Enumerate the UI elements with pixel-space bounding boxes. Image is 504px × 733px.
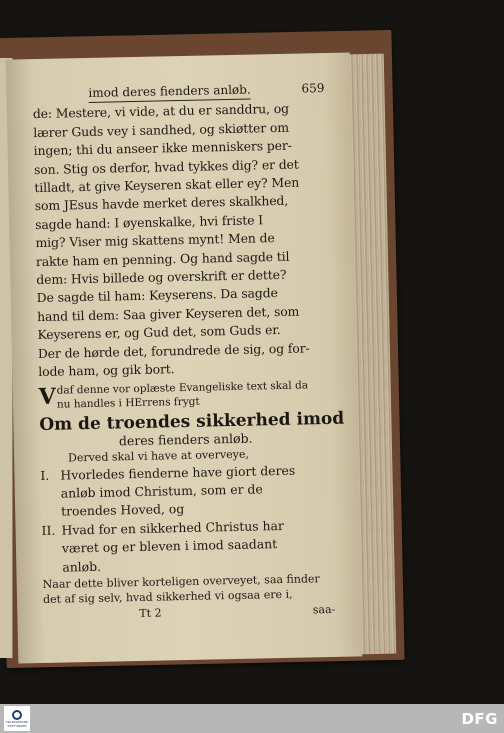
closing-line: det af sig selv, hvad sikkerhed vi ogsaa ere i,: [42, 587, 293, 606]
catchword: saa-: [312, 602, 336, 617]
item-line: troendes Hoved, og: [61, 501, 185, 519]
section-heading: Om de troendes sikkerhed imod: [39, 408, 345, 435]
drop-capital: V: [38, 383, 57, 410]
list-item: [40, 460, 333, 521]
viewer-footer-bar: [0, 704, 504, 733]
item-number: II.: [41, 522, 56, 538]
body-line: de: Mestere, vi vide, at du er sanddru, og: [32, 101, 290, 122]
signature-mark: Tt 2: [139, 606, 162, 620]
library-logo-icon[interactable]: [4, 706, 30, 731]
book-page: [6, 52, 363, 663]
body-line: sagde hand: I øyenskalke, hvi friste I: [35, 212, 264, 232]
intro-line: Derved skal vi have at overveye,: [67, 447, 250, 464]
body-line: rakte ham en penning. Og hand sagde til: [35, 248, 290, 269]
dfg-logo[interactable]: DFG: [461, 710, 498, 728]
section-subheading: deres fienders anløb.: [118, 430, 253, 448]
body-line: som JEsus havde merket deres skalkhed,: [34, 193, 289, 214]
page-number: 659: [301, 81, 325, 96]
body-text: [33, 99, 331, 381]
item-line: Hvad for en sikkerhed Christus har: [61, 517, 284, 538]
item-line: Hvorledes fienderne have giort deres: [60, 462, 296, 483]
item-line: været og er bleven i imod saadant: [61, 536, 278, 556]
item-number: I.: [40, 467, 50, 483]
body-line: ingen; thi du anseer ikke menniskers per-: [33, 137, 292, 159]
list-item: [41, 516, 334, 577]
body-line: hand til dem: Saa giver Keyseren det, som: [36, 303, 300, 324]
logo-caption: FRANCKESCHE STIFTUNGEN: [5, 719, 29, 728]
item-line: anløb imod Christum, som er de: [60, 481, 263, 501]
body-line: Der de hørde det, forundrede de sig, og for-: [37, 340, 310, 361]
body-line: De sagde til ham: Keyserens. Da sagde: [36, 285, 278, 306]
body-line: son. Stig os derfor, hvad tykkes dig? er det: [33, 156, 299, 177]
announcement-line: nu handles i HErrens frygt: [56, 395, 200, 411]
announcement: [39, 377, 332, 411]
body-line: lode ham, og gik bort.: [38, 361, 175, 380]
body-line: tilladt, at give Keyseren skat eller ey? Men: [34, 174, 300, 196]
body-line: dem: Hvis billede og overskrift er dette?: [36, 266, 287, 288]
closing-line: Naar dette bliver korteligen overveyet, saa finder: [42, 572, 320, 591]
announcement-line: daf denne vor oplæste Evangeliske text skal da: [56, 378, 309, 397]
page-content: [32, 79, 345, 625]
running-head: imod deres fienders anløb.: [88, 81, 251, 104]
item-line: anløb.: [62, 558, 102, 575]
body-line: mig? Viser mig skattens mynt! Men de: [35, 230, 275, 251]
logo-mark: [12, 710, 22, 720]
body-line: lærer Guds vey i sandhed, og skiøtter om: [33, 119, 290, 140]
body-line: Keyserens er, og Gud det, som Guds er.: [37, 322, 281, 343]
